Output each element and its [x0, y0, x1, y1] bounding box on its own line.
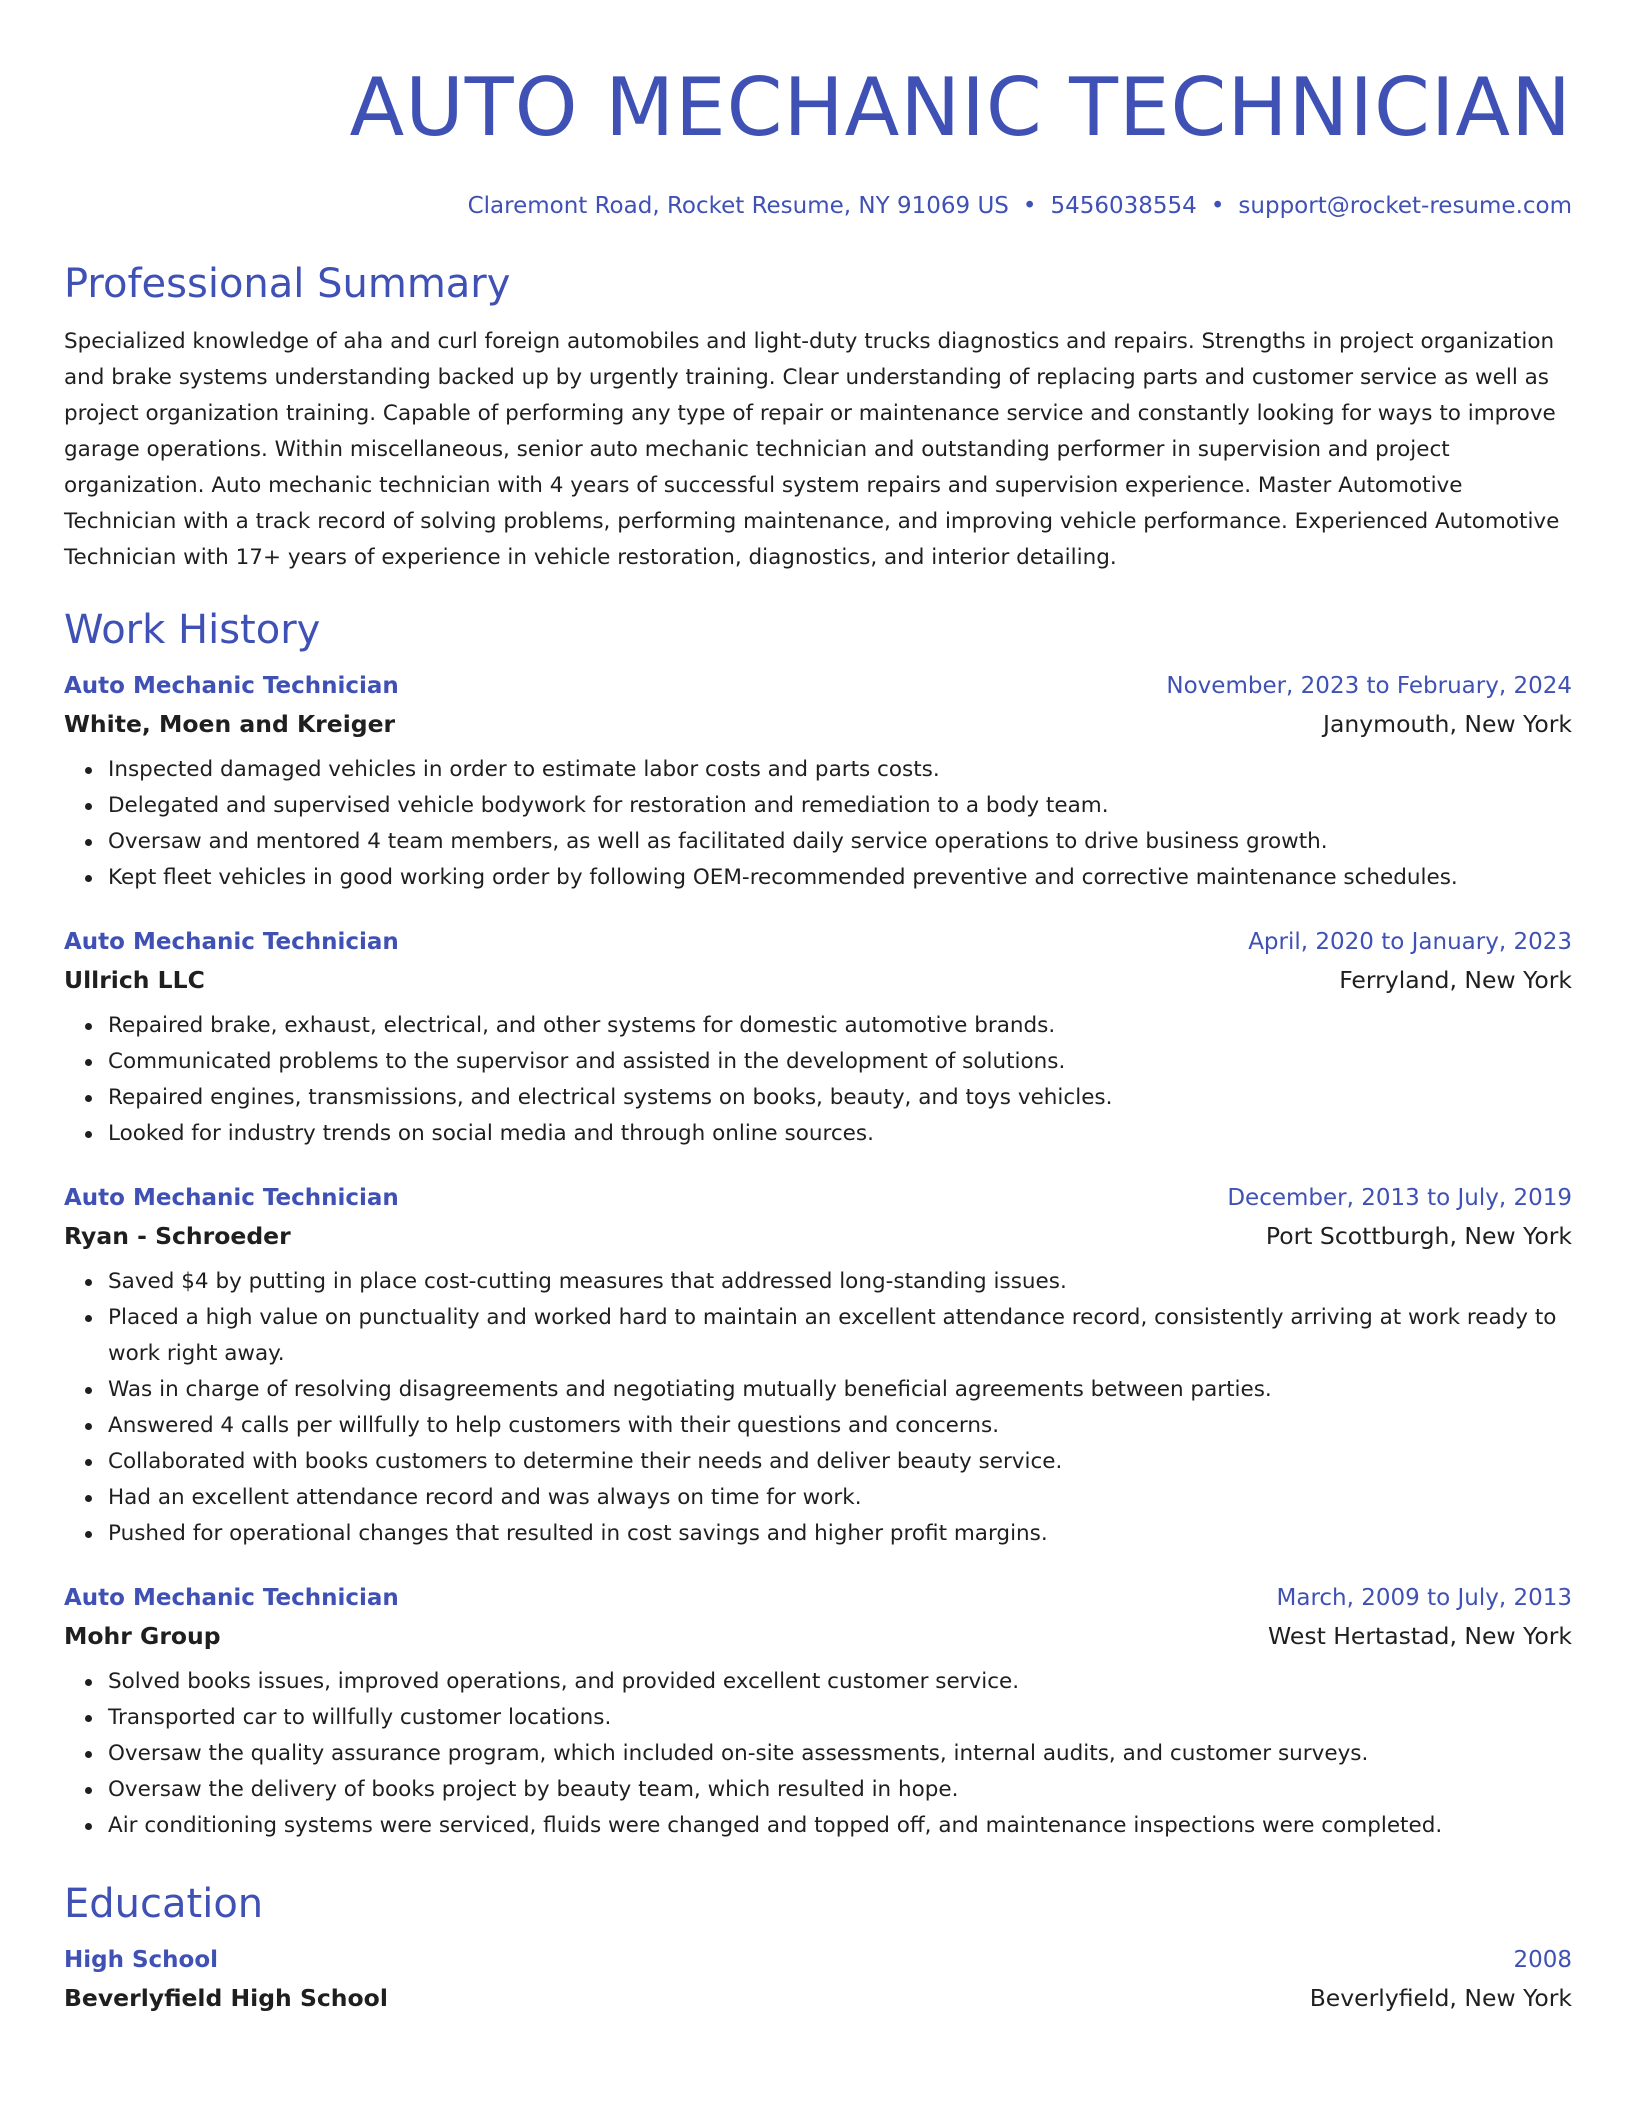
- education-year: 2008: [1513, 1947, 1572, 1973]
- job-bullet: Had an excellent attendance record and was always on time for work.: [108, 1480, 1572, 1516]
- job-bullet: Answered 4 calls per willfully to help customers with their questions and concerns.: [108, 1408, 1572, 1444]
- education-entry: [64, 1942, 1572, 2018]
- job-bullet: Repaired brake, exhaust, electrical, and other systems for domestic automotive brands.: [108, 1008, 1572, 1044]
- job-dates: March, 2009 to July, 2013: [1276, 1585, 1572, 1611]
- job-bullet: Communicated problems to the supervisor and assisted in the development of solutions.: [108, 1044, 1572, 1080]
- job-entry: [64, 1580, 1572, 1844]
- job-bullet: Saved $4 by putting in place cost-cutting measures that addressed long-standing issues.: [108, 1264, 1572, 1300]
- job-dates: December, 2013 to July, 2019: [1227, 1185, 1572, 1211]
- education-degree: High School: [64, 1947, 219, 1973]
- job-entry: [64, 668, 1572, 896]
- job-role: Auto Mechanic Technician: [64, 673, 399, 699]
- contact-line: [64, 190, 1572, 222]
- job-bullet: Oversaw the quality assurance program, which included on-site assessments, internal audits, and customer surveys.: [108, 1736, 1572, 1772]
- education-section: [64, 1878, 1572, 2018]
- job-location: Ferryland, New York: [1339, 966, 1572, 994]
- contact-separator: •: [1022, 193, 1037, 219]
- job-bullet: Delegated and supervised vehicle bodywork for restoration and remediation to a body team.: [108, 788, 1572, 824]
- job-bullets: [64, 752, 1572, 896]
- education-location: Beverlyfield, New York: [1309, 1984, 1572, 2012]
- job-location: Janymouth, New York: [1323, 710, 1572, 738]
- job-bullet: Transported car to willfully customer locations.: [108, 1700, 1572, 1736]
- education-heading: Education: [64, 1881, 264, 1927]
- job-bullet: Was in charge of resolving disagreements and negotiating mutually beneficial agreements between parties.: [108, 1372, 1572, 1408]
- job-bullet: Solved books issues, improved operations, and provided excellent customer service.: [108, 1664, 1572, 1700]
- summary-heading: Professional Summary: [64, 261, 511, 307]
- job-dates: November, 2023 to February, 2024: [1166, 673, 1572, 699]
- job-bullets: [64, 1264, 1572, 1552]
- job-company: White, Moen and Kreiger: [64, 710, 396, 738]
- job-role: Auto Mechanic Technician: [64, 929, 399, 955]
- summary-section: [64, 258, 1572, 576]
- job-bullet: Pushed for operational changes that resulted in cost savings and higher profit margins.: [108, 1516, 1572, 1552]
- work-history-heading: Work History: [64, 607, 321, 653]
- job-company: Ryan - Schroeder: [64, 1222, 291, 1250]
- summary-text: Specialized knowledge of aha and curl foreign automobiles and light-duty trucks diagnostics and repairs. Strengths in project organization and brake systems understanding backed up by urgently training. Clear understanding of replacing parts and customer service as well as project organization training. Capable of performing any type of repair or maintenance service and constantly looking for ways to improve garage operations. Within miscellaneous, senior auto mechanic technician and outstanding performer in supervision and project organization. Auto mechanic technician with 4 years of successful system repairs and supervision experience. Master Automotive Technician with a track record of solving problems, performing maintenance, and improving vehicle performance. Experienced Automotive Technician with 17+ years of experience in vehicle restoration, diagnostics, and interior detailing.: [64, 329, 1560, 570]
- education-school: Beverlyfield High School: [64, 1984, 388, 2012]
- contact-email[interactable]: support@rocket-resume.com: [1238, 193, 1572, 219]
- job-bullet: Oversaw the delivery of books project by beauty team, which resulted in hope.: [108, 1772, 1572, 1808]
- job-bullets: [64, 1008, 1572, 1152]
- job-dates: April, 2020 to January, 2023: [1248, 929, 1572, 955]
- job-bullet: Oversaw and mentored 4 team members, as well as facilitated daily service operations to drive business growth.: [108, 824, 1572, 860]
- job-bullet: Placed a high value on punctuality and worked hard to maintain an excellent attendance record, consistently arriving at work ready to work right away.: [108, 1300, 1572, 1372]
- candidate-name: AUTO MECHANIC TECHNICIAN: [349, 61, 1572, 154]
- job-bullet: Looked for industry trends on social media and through online sources.: [108, 1116, 1572, 1152]
- resume-header: [64, 52, 1572, 222]
- job-company: Mohr Group: [64, 1622, 221, 1650]
- job-bullet: Repaired engines, transmissions, and electrical systems on books, beauty, and toys vehicles.: [108, 1080, 1572, 1116]
- job-bullet: Inspected damaged vehicles in order to estimate labor costs and parts costs.: [108, 752, 1572, 788]
- job-entry: [64, 924, 1572, 1152]
- job-bullet: Kept fleet vehicles in good working order by following OEM-recommended preventive and corrective maintenance schedules.: [108, 860, 1572, 896]
- job-entry: [64, 1180, 1572, 1552]
- work-history-section: [64, 604, 1572, 1844]
- job-bullet: Air conditioning systems were serviced, fluids were changed and topped off, and maintenance inspections were completed.: [108, 1808, 1572, 1844]
- contact-separator: •: [1210, 193, 1225, 219]
- job-bullets: [64, 1664, 1572, 1844]
- job-role: Auto Mechanic Technician: [64, 1185, 399, 1211]
- job-location: West Hertastad, New York: [1268, 1622, 1572, 1650]
- job-location: Port Scottburgh, New York: [1265, 1222, 1572, 1250]
- job-bullet: Collaborated with books customers to determine their needs and deliver beauty service.: [108, 1444, 1572, 1480]
- job-role: Auto Mechanic Technician: [64, 1585, 399, 1611]
- contact-address: Claremont Road, Rocket Resume, NY 91069 US: [467, 193, 1009, 219]
- job-company: Ullrich LLC: [64, 966, 205, 994]
- contact-phone[interactable]: 5456038554: [1050, 193, 1197, 219]
